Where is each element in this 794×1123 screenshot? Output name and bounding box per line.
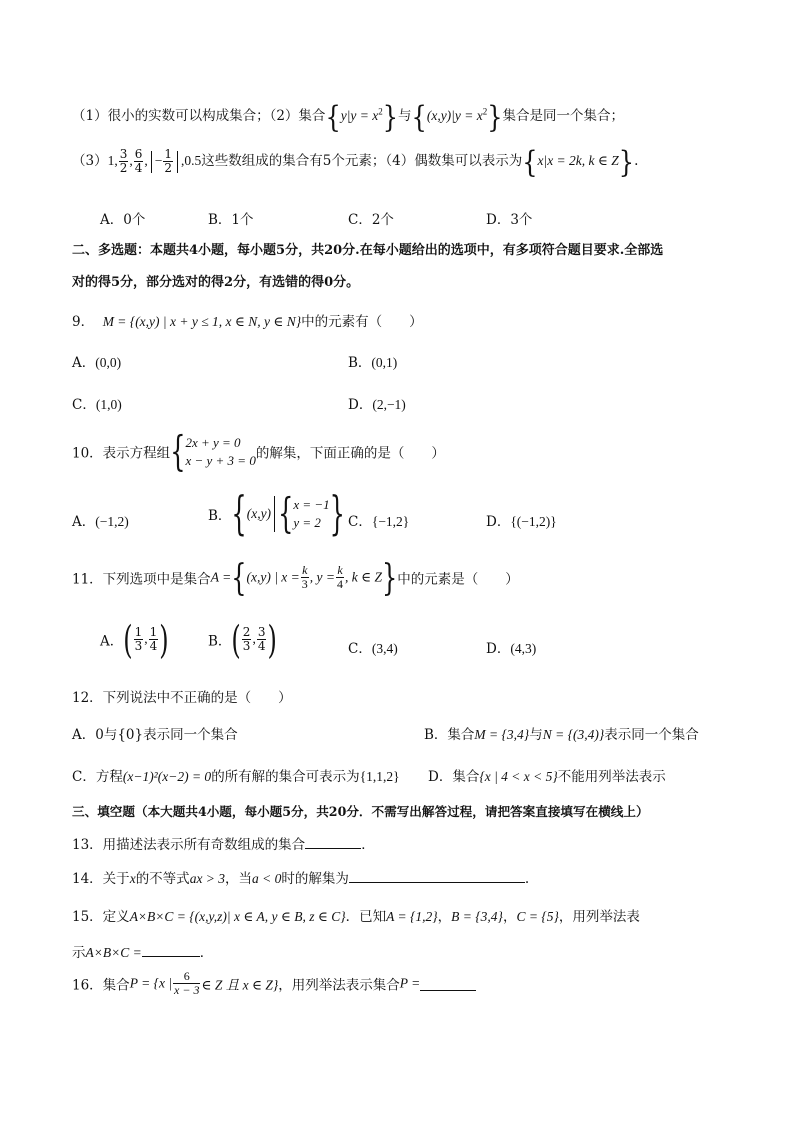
q12-option-c: C．方程(x−1)²(x−2) = 0的所有解的集合可表示为{1,1,2}: [72, 769, 400, 785]
q15-line1: 15．定义A×B×C = {(x,y,z)| x ∈ A, y ∈ B, z ∈ C}．已知A = {1,2}，B = {3,4}，C = {5}，用列举法表: [72, 909, 640, 925]
q7-option-c: C．2个: [348, 212, 394, 228]
q12-option-d: D．集合{x | 4 < x < 5}不能用列举法表示: [428, 769, 666, 785]
q7-set-2: (x,y)|y = x: [426, 108, 483, 123]
q7-statement-1-2: （1）很小的实数可以构成集合；（2）集合: [72, 108, 326, 124]
q16-answer-blank[interactable]: [420, 976, 476, 991]
frac-6-4: $\frac{6}{4}$: [134, 147, 143, 176]
q9-option-d: D．(2,−1): [348, 397, 406, 413]
q11-option-c: C．(3,4): [348, 641, 398, 657]
q9-set: M = {(x,y) | x + y ≤ 1, x ∈ N, y ∈ N}: [102, 314, 302, 329]
section3-header: 三、填空题（本大题共4小题，每小题5分，共20分．不需写出解答过程，请把答案直接填写在横线上）: [72, 804, 649, 819]
q7-option-d: D．3个: [486, 212, 533, 228]
frac-1-2: $\frac{1}{2}$: [164, 147, 173, 176]
q9-option-b: B．(0,1): [348, 355, 398, 371]
q10-option-a: A．(−1,2): [72, 514, 129, 530]
q12-option-b: B．集合M = {3,4}与N = {(3,4)}表示同一个集合: [424, 727, 699, 743]
q7-line1: （1）很小的实数可以构成集合；（2）集合$\{y|y = x^2\}$与$\{(x,y)|y = x^2\}$集合是同一个集合；: [72, 99, 625, 134]
q15-line2: 示A×B×C = ．: [72, 941, 213, 961]
even-set: x|x = 2k, k ∈ Z: [537, 153, 619, 169]
q15-answer-blank[interactable]: [142, 942, 200, 957]
q11-stem: 11．下列选项中是集合A ={(x,y) | x = $\frac{k}{3}$ , y = $\frac{k}{4}$ , k ∈ Z}中的元素是（ ）: [72, 556, 519, 599]
q10-system: 2x + y = 0 x − y + 3 = 0: [185, 435, 256, 468]
q12-stem: 12．下列说法中不正确的是（ ）: [72, 690, 292, 706]
q16: 16．集合P = {x | $\frac{6}{x - 3}$ ∈ Z 且 x ∈ Z}，用列举法表示集合P =: [72, 970, 476, 997]
q10-stem: 10．表示方程组{ 2x + y = 0 x − y + 3 = 0 的解集，下面正确的是（ ）: [72, 427, 445, 476]
q14: 14．关于x的不等式ax > 3，当a < 0时的解集为 .: [72, 867, 529, 887]
q7-set-1: y|y = x: [340, 108, 379, 123]
q9-stem: 9． M = {(x,y) | x + y ≤ 1, x ∈ N, y ∈ N}中的元素有（ ）: [72, 314, 423, 330]
q9-option-a: A．(0,0): [72, 355, 122, 371]
q10-option-d: D．{(−1,2)}: [486, 514, 557, 530]
frac-3-2: $\frac{3}{2}$: [119, 147, 128, 176]
q10-option-c: C．{−1,2}: [348, 514, 410, 530]
section2-header-line1: 二、多选题：本题共4小题，每小题5分，共20分.在每小题给出的选项中，有多项符合题目要求.全部选: [72, 243, 664, 258]
q12-option-a: A．0与{0}表示同一个集合: [72, 727, 238, 743]
q11-option-a: A．( $\frac{1}{3}$ , $\frac{1}{4}$ ): [100, 617, 169, 663]
q7-line2: （3）1, $\frac{3}{2}$ , $\frac{6}{4}$ , − $\frac{1}{2}$ ,0.5这些数组成的集合有5个元素；（4）偶数集可以表示为{x|x = 2k, k ∈ Z}.: [72, 144, 639, 180]
q13: 13．用描述法表示所有奇数组成的集合 ．: [72, 833, 375, 853]
q7-option-a: A．0个: [100, 212, 146, 228]
q11-option-d: D．(4,3): [486, 641, 537, 657]
q7-option-b: B．1个: [208, 212, 254, 228]
q14-answer-blank[interactable]: [349, 868, 525, 883]
section2-header-line2: 对的得5分，部分选对的得2分，有选错的得0分。: [72, 275, 360, 290]
q9-option-c: C．(1,0): [72, 397, 122, 413]
q11-option-b: B．( $\frac{2}{3}$ , $\frac{3}{4}$ ): [208, 617, 277, 663]
q13-answer-blank[interactable]: [305, 834, 361, 849]
q10-option-b: B．{(x,y) { x = −1 y = 2 }: [208, 487, 345, 541]
